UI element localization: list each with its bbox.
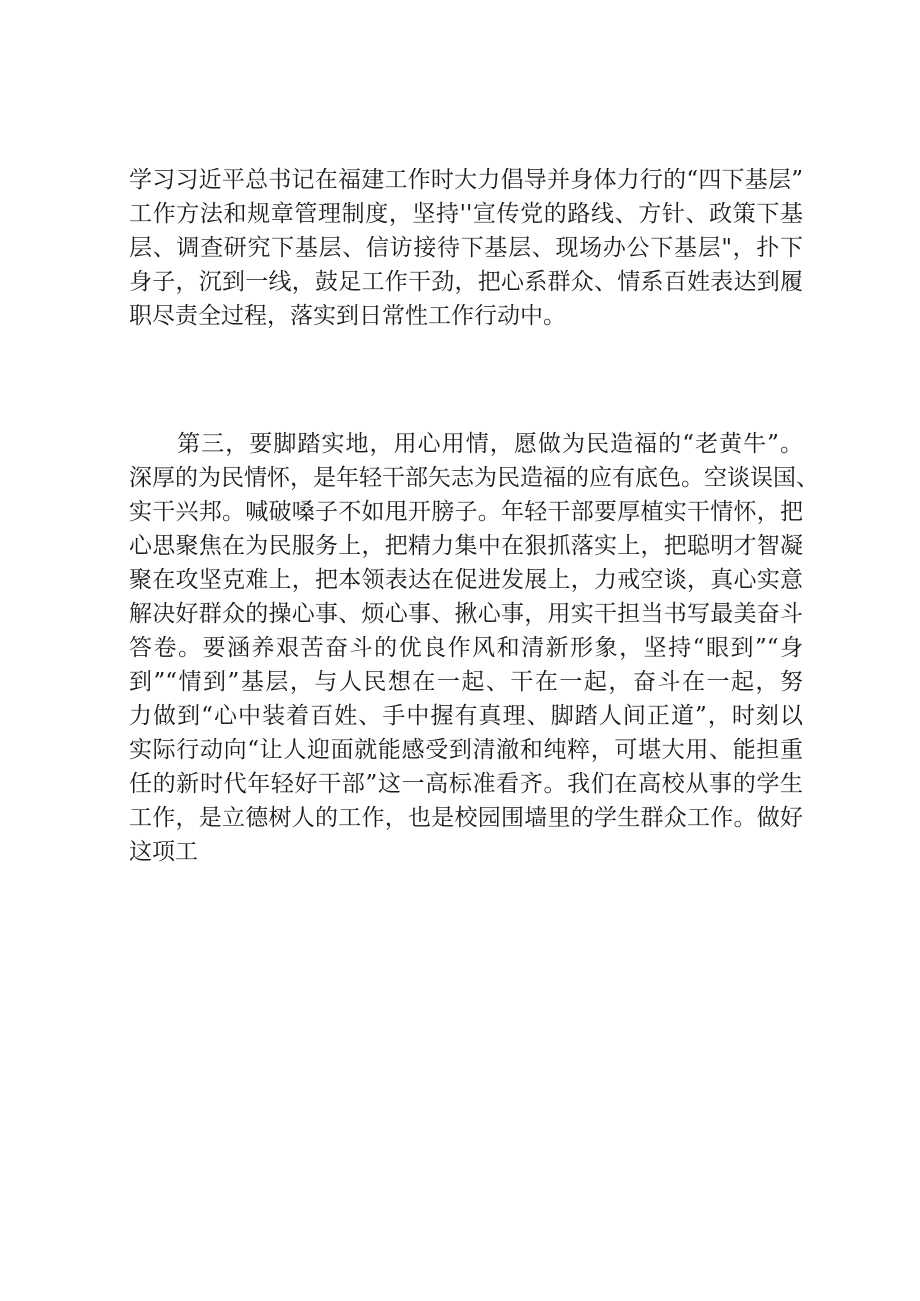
paragraph-line: 第三，要脚踏实地，用心用情，愿做为民造福的“老黄牛”。 <box>129 431 803 457</box>
paragraph-line: 工作方法和规章管理制度，坚持''宣传党的路线、方针、政策下基 <box>129 201 803 227</box>
paragraph-line: 层、调查研究下基层、信访接待下基层、现场办公下基层"，扑下 <box>129 235 803 261</box>
paragraph-2 <box>129 427 819 869</box>
paragraph-line: 工作，是立德树人的工作，也是校园围墙里的学生群众工作。做好 <box>129 805 803 831</box>
paragraph-line: 到”“情到”基层，与人民想在一起、干在一起，奋斗在一起，努 <box>129 669 803 695</box>
paragraph-line: 身子，沉到一线，鼓足工作干劲，把心系群众、情系百姓表达到履 <box>129 269 803 295</box>
paragraph-1 <box>129 163 803 333</box>
paragraph-line: 实干兴邦。喊破嗓子不如甩开膀子。年轻干部要厚植实干情怀，把 <box>129 499 803 525</box>
paragraph-line: 心思聚焦在为民服务上，把精力集中在狠抓落实上，把聪明才智凝 <box>129 533 803 559</box>
paragraph-line: 学习习近平总书记在福建工作时大力倡导并身体力行的“四下基层” <box>129 167 803 193</box>
paragraph-line: 聚在攻坚克难上，把本领表达在促进发展上，力戒空谈，真心实意 <box>129 567 803 593</box>
paragraph-line: 职尽责全过程，落实到日常性工作行动中。 <box>129 303 566 329</box>
paragraph-line: 解决好群众的操心事、烦心事、揪心事，用实干担当书写最美奋斗 <box>129 601 803 627</box>
paragraph-line: 深厚的为民情怀，是年轻干部矢志为民造福的应有底色。空谈误国、 <box>129 465 819 491</box>
paragraph-line: 答卷。要涵养艰苦奋斗的优良作风和清新形象，坚持“眼到”“身 <box>129 635 803 661</box>
paragraph-line: 这项工 <box>129 839 198 865</box>
paragraph-line: 任的新时代年轻好干部”这一高标准看齐。我们在高校从事的学生 <box>129 771 803 797</box>
paragraph-line: 力做到“心中装着百姓、手中握有真理、脚踏人间正道”，时刻以 <box>129 703 803 729</box>
paragraph-line: 实际行动向“让人迎面就能感受到清澈和纯粹，可堪大用、能担重 <box>129 737 803 763</box>
